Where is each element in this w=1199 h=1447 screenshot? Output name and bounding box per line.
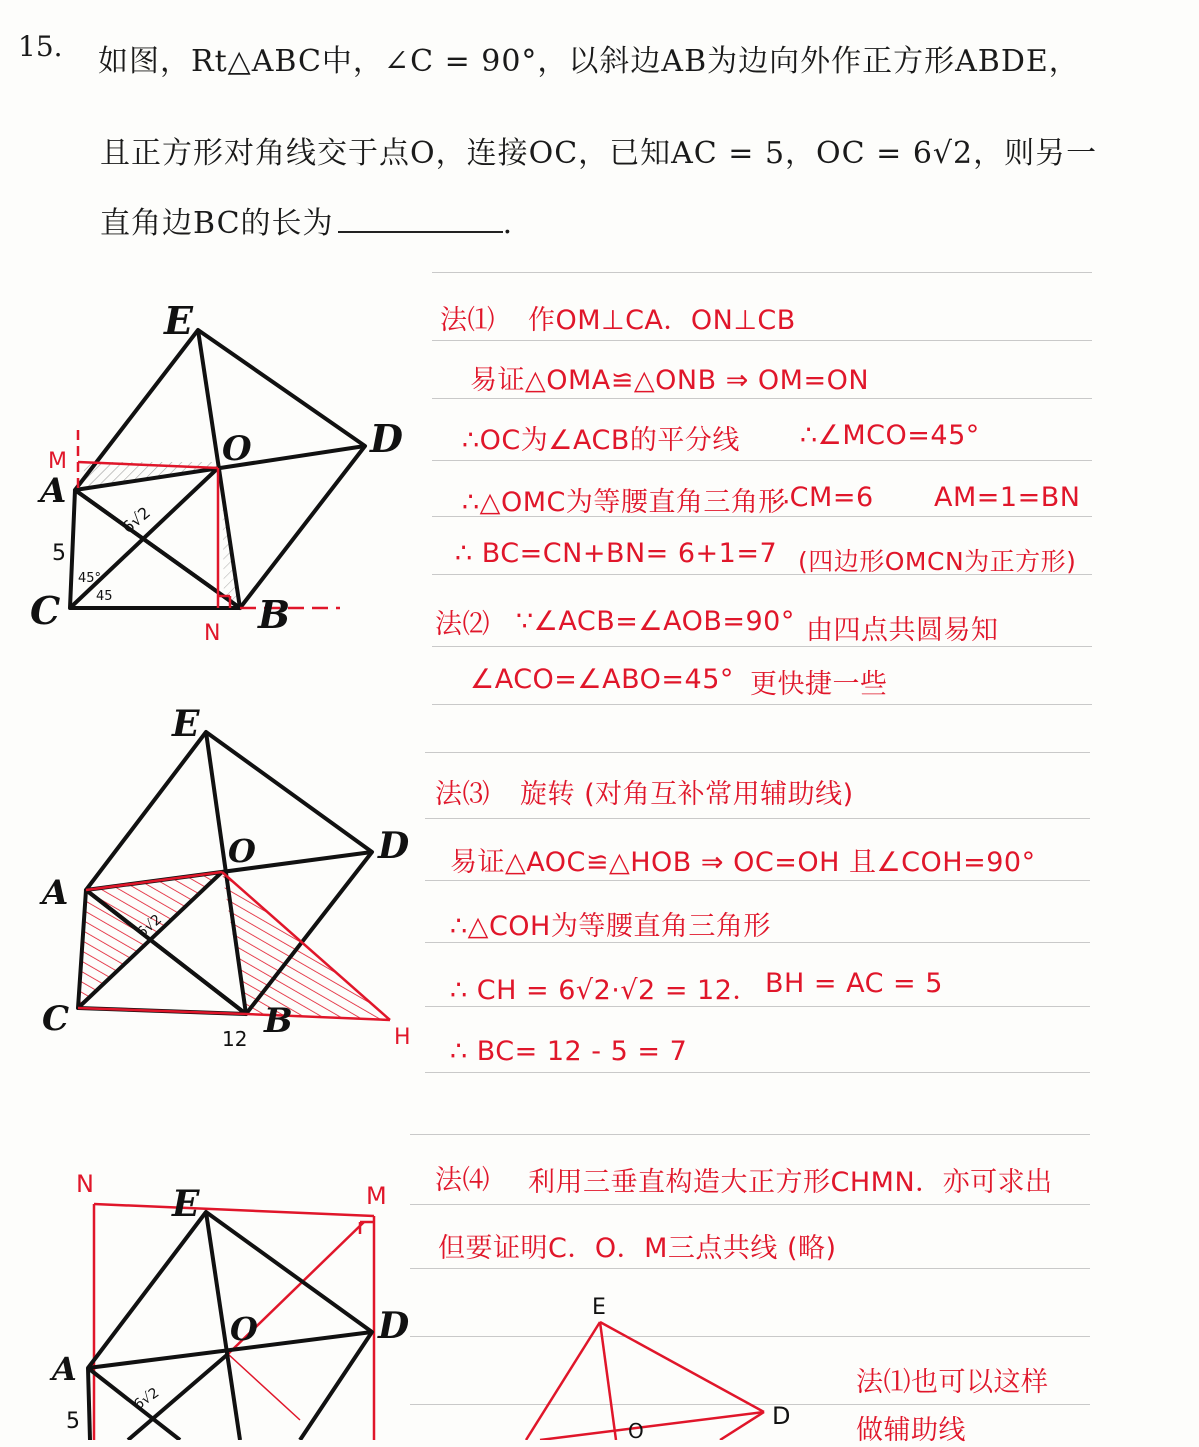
segment-ad (540, 1412, 764, 1440)
angle-label: 45 (96, 589, 113, 604)
method1-step: 作OM⊥CA．ON⊥CB (528, 305, 796, 336)
point-label: C (42, 999, 70, 1039)
length-label: 6√2 (118, 502, 154, 538)
angle-label: 45° (78, 571, 102, 586)
method4-title: 法⑷ (435, 1165, 490, 1196)
method1-title: 法⑴ (440, 305, 495, 336)
method1-step: (四边形OMCN为正方形) (798, 547, 1077, 576)
method1-step: ∴∠MCO=45° (800, 420, 980, 451)
length-label: 5 (66, 1409, 80, 1434)
method2-title: 法⑵ (435, 609, 490, 640)
point-label: E (172, 1183, 200, 1225)
point-label: A (42, 873, 69, 913)
method1-step: AM=1=BN (934, 482, 1081, 513)
method2-step: 由四点共圆易知 (806, 615, 999, 646)
segment-ed (600, 1322, 764, 1412)
method1-step: ∴CM=6 (772, 482, 874, 513)
figure-3 (49, 1170, 409, 1440)
method3-step: ∴ BC= 12 - 5 = 7 (450, 1036, 688, 1067)
point-label: B (264, 1001, 293, 1041)
point-label: O (230, 1310, 258, 1348)
method1-step: ∴OC为∠ACB的平分线 (462, 425, 740, 456)
method1-step: ∴ BC=CN+BN= 6+1=7 (455, 538, 778, 569)
length-label: 6√2 (134, 911, 166, 942)
method2-step: 更快捷一些 (750, 669, 888, 700)
method3-step: 旋转 (对角互补常用辅助线) (520, 779, 854, 810)
method3-step: ∴△COH为等腰直角三角形 (450, 911, 771, 942)
figure-4 (526, 1322, 764, 1440)
figure-2 (39, 703, 411, 1051)
segment-cb (78, 1008, 246, 1014)
figure-1 (30, 298, 403, 646)
point-label: E (164, 298, 193, 343)
method4-step: 但要证明C．O．M三点共线 (略) (438, 1233, 837, 1264)
point-label: O (228, 832, 256, 870)
method1-step: ∴△OMC为等腰直角三角形 (462, 487, 786, 518)
question-line-3-text: 直角边BC的长为 (100, 206, 334, 241)
point-label: M (48, 449, 67, 474)
length-label: 5 (52, 541, 66, 566)
method1-step: 易证△OMA≌△ONB ⇒ OM=ON (470, 365, 870, 396)
length-label: 6√2 (131, 1384, 163, 1414)
point-label: N (204, 621, 221, 646)
method3-title: 法⑶ (435, 779, 490, 810)
segment-eo (600, 1322, 616, 1440)
method2-step: ∵∠ACB=∠AOB=90° (516, 606, 795, 637)
method3-step: 易证△AOC≌△HOB ⇒ OC=OH 且∠COH=90° (450, 847, 1036, 878)
method4-step: 利用三垂直构造大正方形CHMN．亦可求出 (528, 1167, 1053, 1198)
question-line-1: 如图，Rt△ABC中，∠C = 90°，以斜边AB为边向外作正方形ABDE， (98, 44, 1080, 79)
length-label: 12 (222, 1027, 248, 1051)
point-label: M (366, 1182, 387, 1210)
point-label: A (40, 471, 67, 511)
point-label: B (258, 592, 291, 637)
segment-nm (94, 1204, 374, 1216)
method3-step: ∴ CH = 6√2·√2 = 12． (450, 975, 760, 1006)
method3-step: BH = AC = 5 (765, 968, 943, 999)
point-label: N (76, 1170, 94, 1198)
point-label: E (592, 1295, 606, 1320)
point-label: O (222, 429, 252, 469)
question-line-2: 且正方形对角线交于点O，连接OC，已知AC = 5，OC = 6√2，则另一 (100, 136, 1098, 171)
point-label: D (378, 1305, 410, 1347)
point-label: H (394, 1025, 411, 1050)
method2-step: ∠ACO=∠ABO=45° (470, 664, 734, 695)
point-label: D (772, 1402, 791, 1430)
side-note: 法⑴也可以这样 (856, 1367, 1049, 1398)
segment-o-aux (228, 1354, 300, 1420)
question-number: 15. (18, 30, 63, 63)
side-note: 做辅助线 (856, 1415, 966, 1446)
question-line-3-end: . (502, 206, 514, 241)
point-label: C (30, 588, 61, 633)
point-label: O (628, 1419, 644, 1440)
point-label: D (378, 825, 410, 867)
point-label: A (52, 1350, 77, 1388)
point-label: E (172, 703, 200, 745)
point-label: D (370, 416, 403, 461)
segment-ea (526, 1322, 600, 1440)
